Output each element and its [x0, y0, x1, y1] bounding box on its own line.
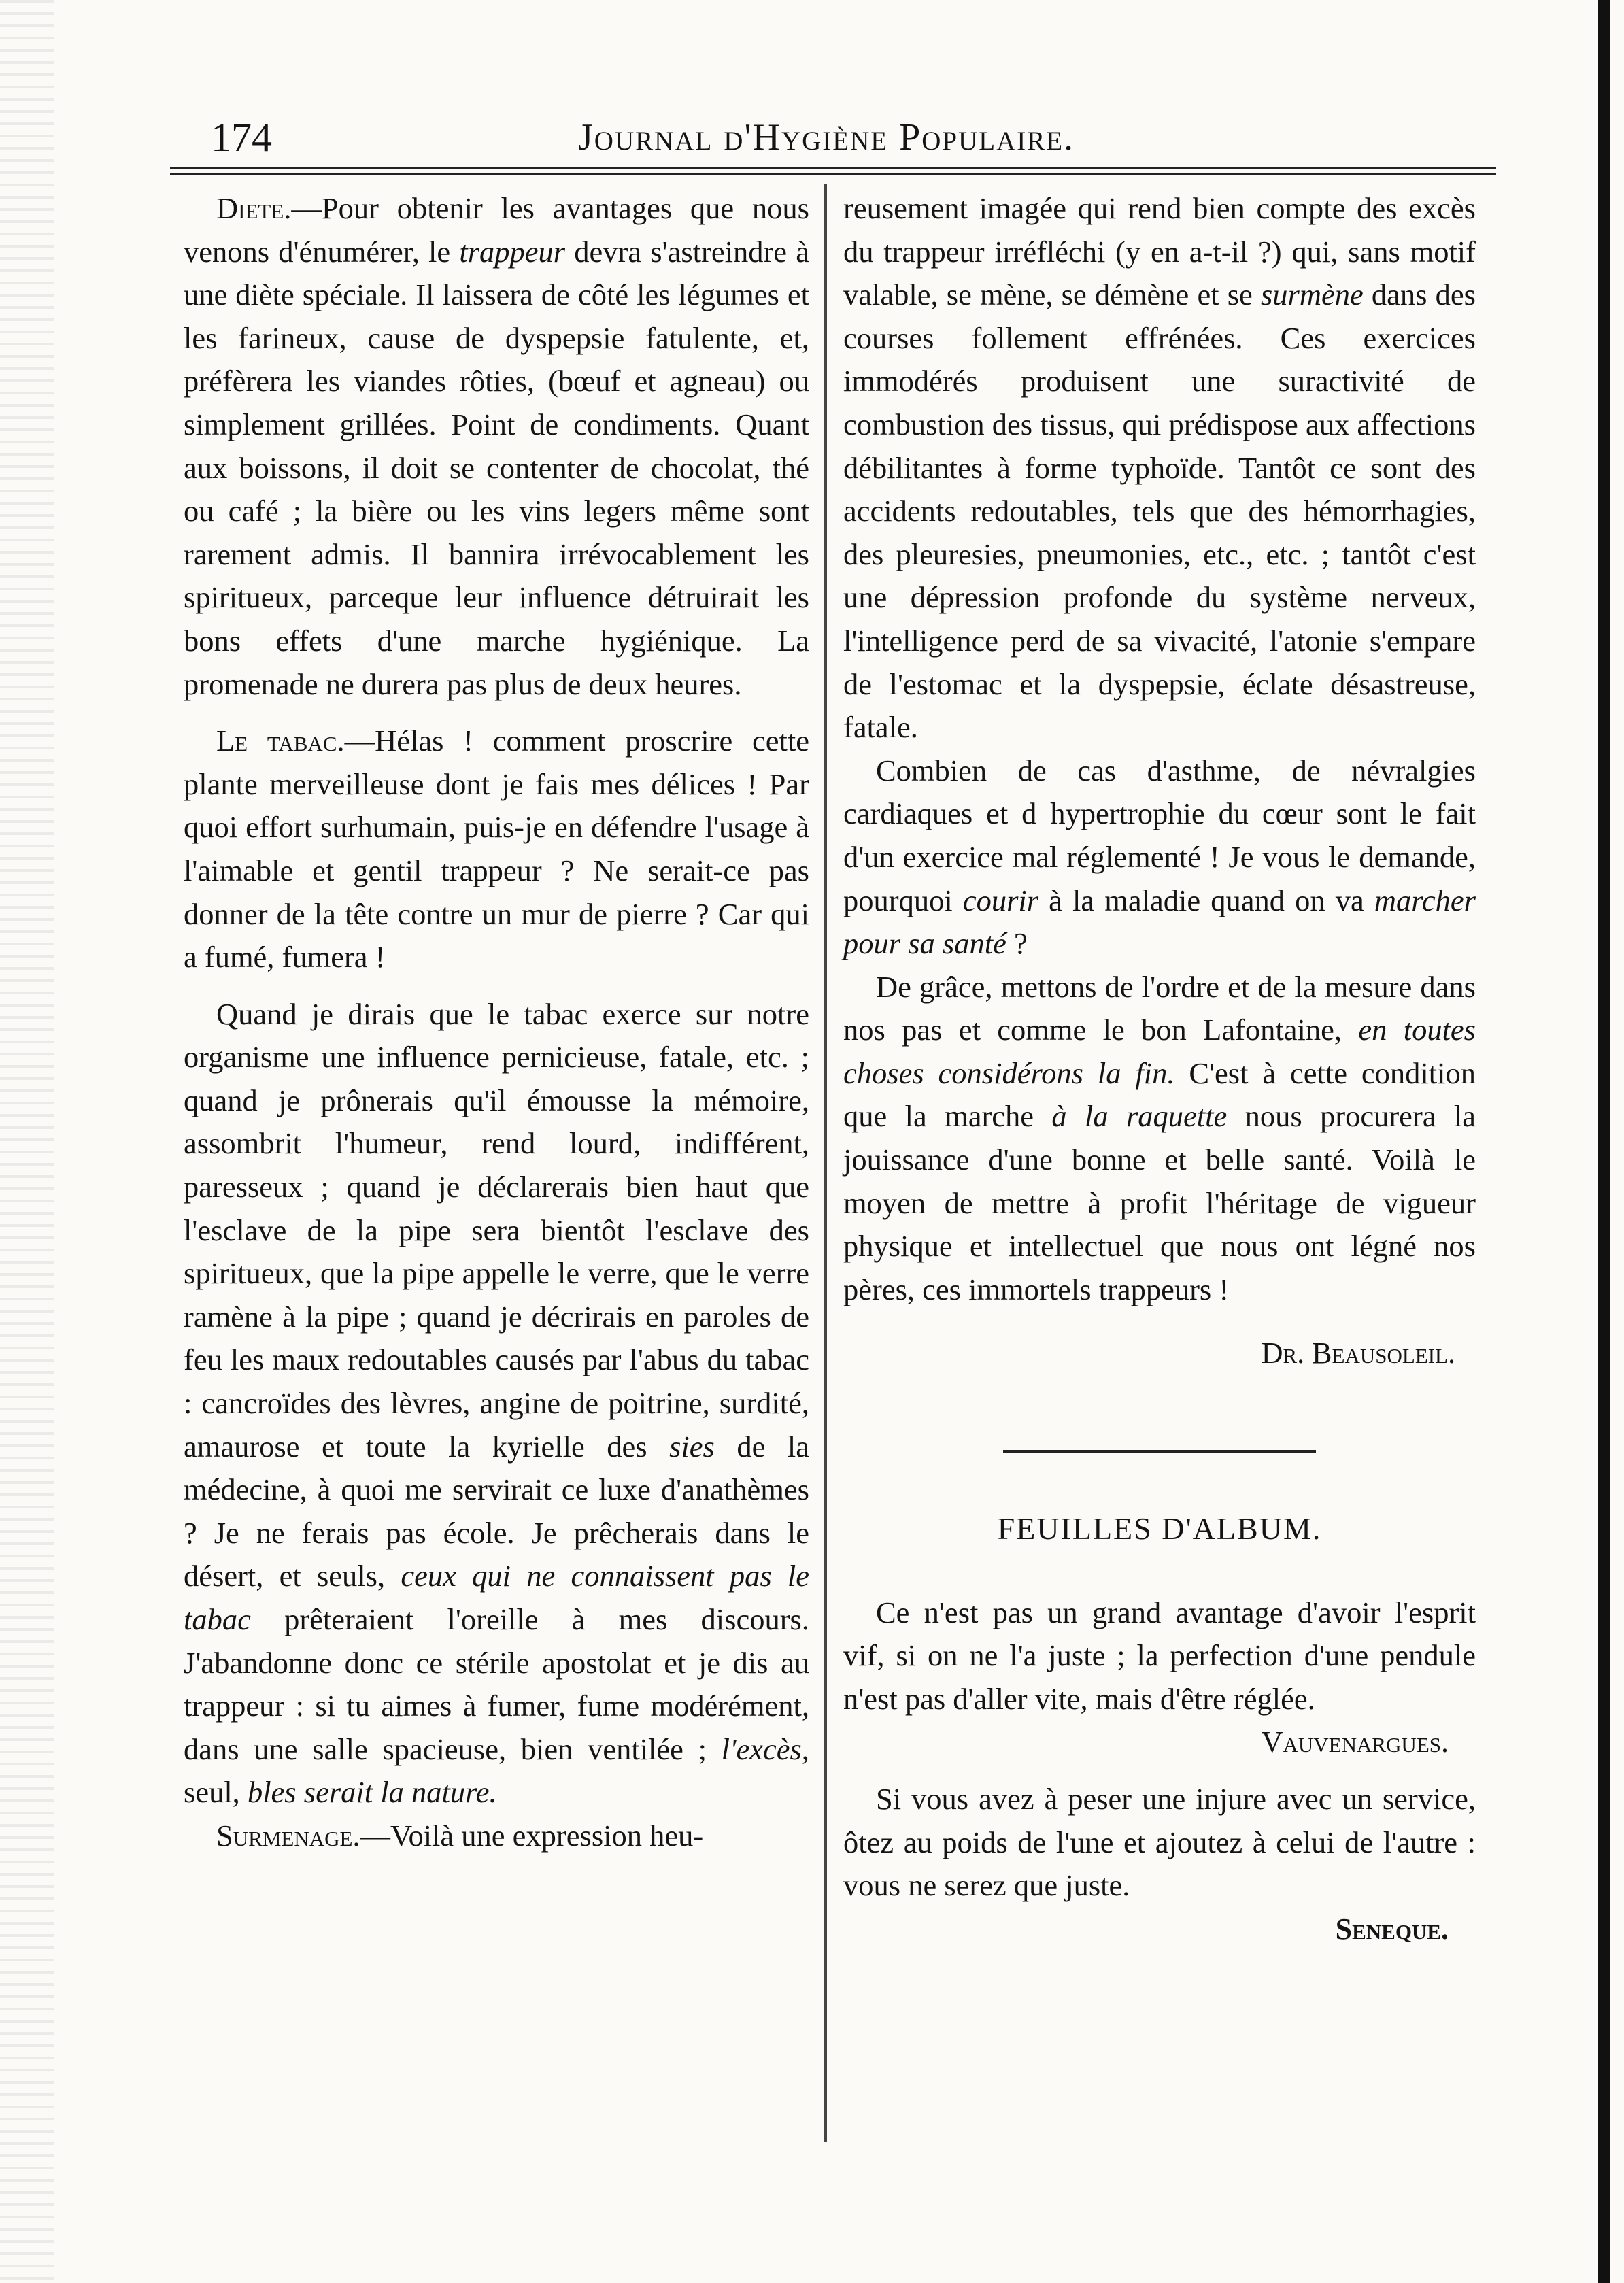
text: Combien de cas d'asthme, de névralgies cardiaques et d hypertrophie du cœur sont le fait d'un exercice mal réglementé ! Je vous le demande, pourquoi [843, 753, 1476, 917]
left-column [184, 187, 809, 1858]
text: de la médecine, à quoi me servirait ce luxe d'anathèmes ? Je ne ferais pas école. Je prêcherais dans le désert, et seuls, [184, 1429, 809, 1593]
emphasis: l'excès [721, 1731, 802, 1766]
text: De grâce, mettons de l'ordre et de la mesure dans nos pas et comme le bon Lafontaine, [843, 969, 1476, 1047]
emphasis: courir [962, 883, 1039, 917]
article-signature: Dr. Beausoleil. [1261, 1336, 1455, 1370]
text: à la maladie quand on va [1038, 883, 1374, 917]
text: devra s'astreindre à une diète spéciale. Il laissera de côté les légumes et les farineux, cause de dyspepsie fatulente, et, préfèrera les viandes rôties, (bœuf et agneau) ou simplement grillées. Point de condiments. Quant aux boissons, il doit se contenter de chocolat, thé ou café ; la bière ou les vins legers même sont rarement admis. Il bannira irrévocablement les spiritueux, parceque leur influence détruirait les bons effets d'une marche hygiénique. La promenade ne durera pas plus de deux heures. [184, 234, 809, 701]
emphasis: trappeur [459, 234, 566, 269]
emphasis: à la raquette [1051, 1099, 1228, 1134]
scan-edge-right [1598, 0, 1610, 2283]
paragraph-diete [184, 187, 809, 706]
quote-author-seneque: Seneque. [1335, 1912, 1449, 1946]
quote-author-vauvenargues: Vauvenargues. [1261, 1725, 1449, 1759]
text: dans des courses follement effrénées. Ces exercices immodérés produisent une suractivité de combustion des tissus, qui prédispose aux affections débilitantes à forme typhoïde. Tantôt ce sont des accidents redoutables, tels que des hémorrhagies, des pleuresies, pneumonies, etc., etc. ; tantôt c'est une dépression profonde du système nerveux, l'intelligence perd de sa vivacité, l'atonie s'empare de l'estomac et la dyspepsie, éclate désastreuse, fatale. [843, 277, 1476, 745]
text: ? [1006, 926, 1028, 961]
quote-seneque: Si vous avez à peser une injure avec un service, ôtez au poids de l'une et ajoutez à celui de l'autre : vous ne serez que juste. [843, 1782, 1476, 1903]
journal-title: Journal d'Hygiène Populaire. [578, 116, 1075, 158]
section-label-surmenage: Surmenage. [216, 1818, 360, 1853]
scan-edge-left [0, 0, 54, 2283]
section-label-tabac: Le tabac. [216, 724, 345, 758]
section-separator [1003, 1450, 1316, 1453]
text: Quand je dirais que le tabac exerce sur notre organisme une influence pernicieuse, fatale, etc. ; quand je prônerais qu'il émousse la mémoire, assombrit l'humeur, rend lourd, indifférent, paresseux ; quand je déclarerais bien haut que l'esclave de la pipe sera bientôt l'esclave des spiritueux, que la pipe appelle le verre, que le verre ramène à la pipe ; quand je décrirais en paroles de feu les maux redoutables causés par l'abus du tabac : cancroïdes des lèvres, angine de poitrine, surdité, amaurose et toute la kyrielle des [184, 996, 809, 1464]
header-rule-thin [170, 173, 1496, 175]
paragraph-quand [184, 993, 809, 1814]
emphasis: bles serait la nature. [247, 1775, 497, 1810]
text: —Pour obtenir les avantages que nous venons d'énumérer, le [184, 191, 809, 269]
right-column [843, 187, 1476, 1950]
text: —Voilà une expression heu- [360, 1818, 704, 1853]
page-number: 174 [211, 115, 272, 160]
paragraph-tabac [184, 720, 809, 979]
emphasis: sies [669, 1429, 715, 1464]
text: , seul, [184, 1731, 809, 1810]
section-label-diete: Diete. [216, 191, 292, 225]
text: C'est à cette condition que la marche [843, 1055, 1476, 1134]
paragraph-grace [843, 966, 1476, 1312]
column-divider [824, 184, 827, 2142]
text: reusement imagée qui rend bien compte des excès du trappeur irréfléchi (y en a-t-il ?) qui, sans motif valable, se mène, se démène et se [843, 191, 1476, 312]
paragraph-combien [843, 749, 1476, 966]
emphasis: marcher pour sa santé [843, 883, 1476, 961]
page-header [170, 109, 1435, 170]
paragraph-surmenage-cont [843, 187, 1476, 749]
emphasis: surmène [1260, 277, 1364, 312]
quote-vauvenargues: Ce n'est pas un grand avantage d'avoir l'esprit vif, si on ne l'a juste ; la perfection d'une pendule n'est pas d'aller vite, mais d'être réglée. [843, 1595, 1476, 1716]
paragraph-surmenage [184, 1814, 809, 1858]
emphasis: ceux qui ne connaissent pas le tabac [184, 1559, 809, 1636]
text: nous procurera la jouissance d'une bonne et belle santé. Voilà le moyen de mettre à profit l'héritage de vigueur physique et intellectuel que nous ont légné nos pères, ces immortels trappeurs ! [843, 1099, 1476, 1306]
emphasis: en toutes choses considérons la fin. [843, 1013, 1476, 1090]
section-title-feuilles: FEUILLES D'ALBUM. [997, 1511, 1322, 1546]
text: prêteraient l'oreille à mes discours. J'abandonne donc ce stérile apostolat et je dis au trappeur : si tu aimes à fumer, fume modérément, dans une salle spacieuse, bien ventilée ; [184, 1602, 809, 1766]
header-rule [170, 167, 1496, 169]
text: —Hélas ! comment proscrire cette plante merveilleuse dont je fais mes délices ! Par quoi effort surhumain, puis-je en défendre l'usage à l'aimable et gentil trappeur ? Ne serait-ce pas donner de la tête contre un mur de pierre ? Car qui a fumé, fumera ! [184, 724, 809, 975]
